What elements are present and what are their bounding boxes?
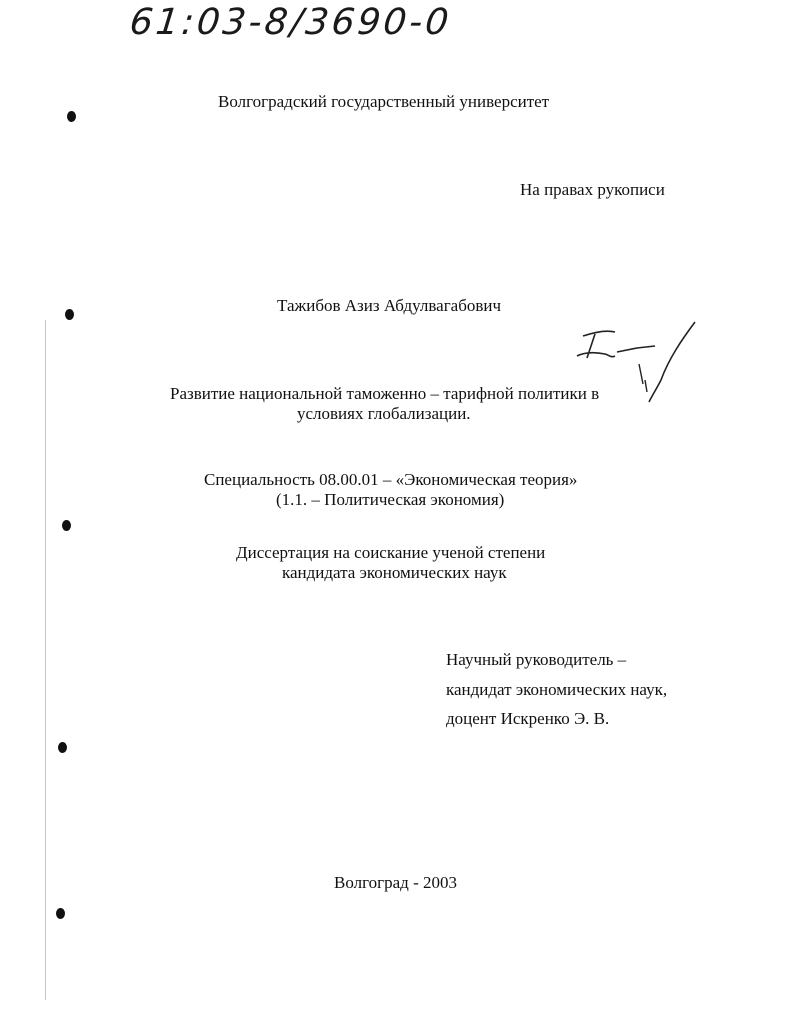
degree-line2: кандидата экономических наук (282, 563, 507, 582)
specialty-line2: (1.1. – Политическая экономия) (276, 490, 505, 509)
punch-hole-mark (58, 742, 67, 753)
dissertation-title-line1: Развитие национальной таможенно – тарифной политики в (170, 384, 600, 403)
specialty-line1: Специальность 08.00.01 – «Экономическая теория» (204, 470, 578, 489)
scan-edge-line (45, 320, 46, 1000)
rights-note: На правах рукописи (520, 180, 665, 199)
author-name: Тажибов Азиз Абдулвагабович (277, 296, 502, 315)
city-year: Волгоград - 2003 (334, 873, 457, 892)
punch-hole-mark (62, 520, 71, 531)
university-name: Волгоградский государственный университет (218, 92, 550, 111)
advisor-line2: кандидат экономических наук, (446, 680, 668, 699)
archive-number-handwritten: 61:03-8/3690-0 (127, 2, 454, 43)
advisor-line3: доцент Искренко Э. В. (446, 709, 610, 728)
advisor-line1: Научный руководитель – (446, 650, 627, 669)
degree-line1: Диссертация на соискание ученой степени (236, 543, 546, 562)
punch-hole-mark (65, 309, 74, 320)
dissertation-title-line2: условиях глобализации. (297, 404, 471, 423)
punch-hole-mark (67, 111, 76, 122)
punch-hole-mark (56, 908, 65, 919)
